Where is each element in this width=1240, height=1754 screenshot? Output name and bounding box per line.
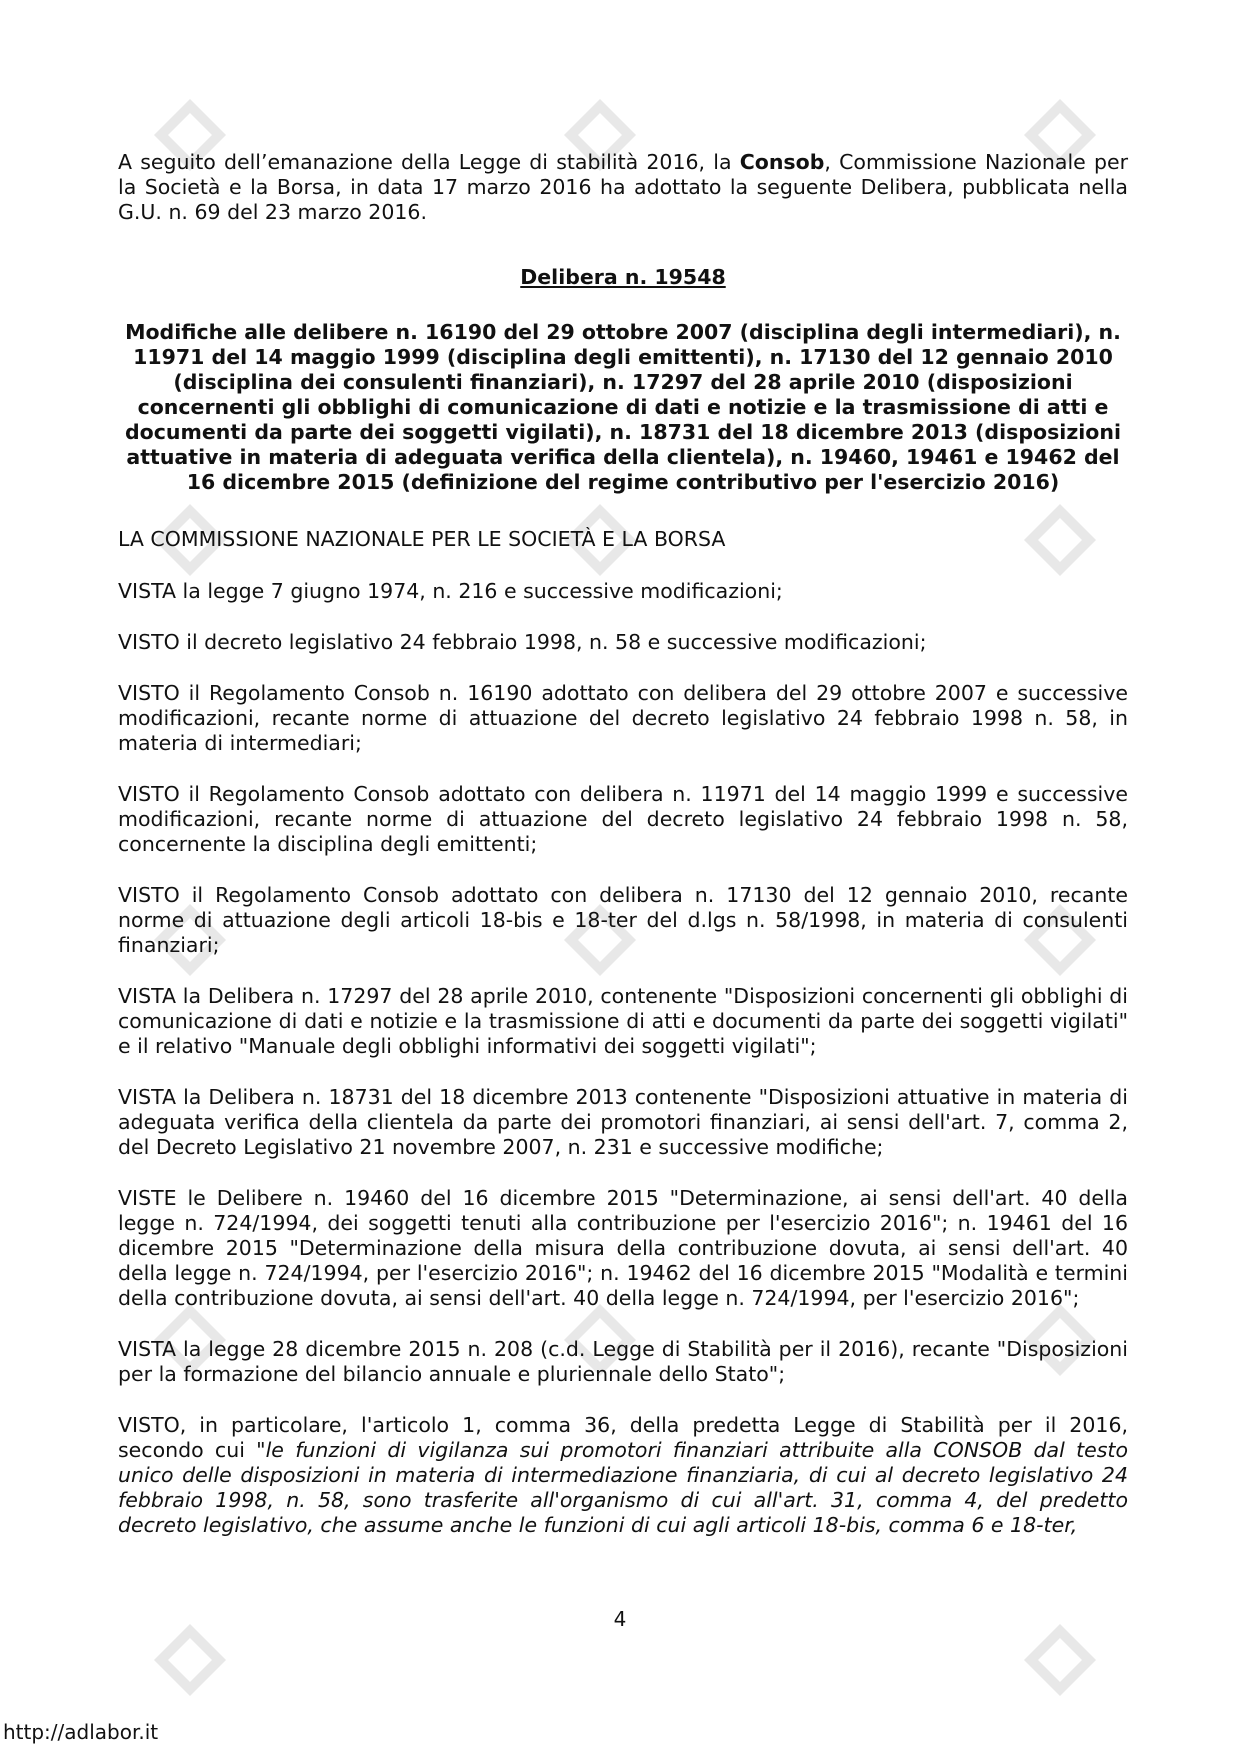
paragraph: VISTO il Regolamento Consob adottato con delibera n. 17130 del 12 gennaio 2010, recante norme di attuazione degli articoli 18-bis e 18-ter del d.lgs n. 58/1998, in materia di consulenti finanziari; [118, 883, 1128, 957]
intro-bold-text: Consob [739, 150, 825, 174]
intro-text-end: , Commissione Nazionale per la Società e la Borsa, in data 17 marzo 2016 ha adottato la seguente Delibera, pubblicata nella G.U. n. 69 del 23 marzo 2016. [118, 150, 1128, 224]
paragraph: VISTA la Delibera n. 18731 del 18 dicembre 2013 contenente "Disposizioni attuative in materia di adeguata verifica della clientela da parte dei promotori finanziari, ai sensi dell'art. 7, comma 2, del Decreto Legislativo 21 novembre 2007, n. 231 e successive modifiche; [118, 1085, 1128, 1159]
paragraph: VISTA la legge 7 giugno 1974, n. 216 e successive modificazioni; [118, 579, 783, 603]
watermark-icon [1020, 1620, 1100, 1700]
commission-heading: LA COMMISSIONE NAZIONALE PER LE SOCIETÀ E LA BORSA [118, 527, 726, 551]
paragraph: VISTA la legge 28 dicembre 2015 n. 208 (c.d. Legge di Stabilità per il 2016), recante "Disposizioni per la formazione del bilancio annuale e pluriennale dello Stato"; [118, 1337, 1128, 1386]
page-number: 4 [613, 1607, 627, 1631]
paragraph: VISTO il decreto legislativo 24 febbraio 1998, n. 58 e successive modificazioni; [118, 630, 927, 654]
paragraph: VISTE le Delibere n. 19460 del 16 dicembre 2015 "Determinazione, ai sensi dell'art. 40 della legge n. 724/1994, dei soggetti tenuti alla contribuzione per l'esercizio 2016"; n. 19461 del 16 dicembre 2015 "Determinazione della misura della contribuzione dovuta, ai sensi dell'art. 40 della legge n. 724/1994, per l'esercizio 2016"; n. 19462 del 16 dicembre 2015 "Modalità e termini della contribuzione dovuta, ai sensi dell'art. 40 della legge n. 724/1994, per l'esercizio 2016"; [118, 1186, 1128, 1310]
last-paragraph-quote: le funzioni di vigilanza sui promotori finanziari attribuite alla CONSOB dal testo unico delle disposizioni in materia di intermediazione finanziaria, di cui al decreto legislativo 24 febbraio 1998, n. 58, sono trasferite all'organismo di cui all'art. 31, comma 4, del predetto decreto legislativo, che assume anche le funzioni di cui agli articoli 18-bis, comma 6 e 18-ter, [118, 1438, 1128, 1537]
intro-paragraph [118, 150, 1128, 225]
watermark-icon [150, 1620, 230, 1700]
document-title: Delibera n. 19548 [520, 265, 726, 289]
paragraph: VISTA la Delibera n. 17297 del 28 aprile 2010, contenente "Disposizioni concernenti gli obblighi di comunicazione di dati e notizie e la trasmissione di atti e documenti da parte dei soggetti vigilati" e il relativo "Manuale degli obblighi informativi dei soggetti vigilati"; [118, 984, 1128, 1058]
last-paragraph-text: VISTO, in particolare, l'articolo 1, comma 36, della predetta Legge di Stabilità per il 2016, secondo cui " [118, 1413, 1128, 1462]
document-page [118, 150, 1128, 1564]
paragraph: VISTO il Regolamento Consob adottato con delibera n. 11971 del 14 maggio 1999 e successive modificazioni, recante norme di attuazione del decreto legislativo 24 febbraio 1998 n. 58, concernente la disciplina degli emittenti; [118, 782, 1128, 856]
footer-url[interactable]: http://adlabor.it [3, 1720, 159, 1744]
last-paragraph [118, 1413, 1128, 1538]
intro-text: A seguito dell’emanazione della Legge di stabilità 2016, la [118, 150, 740, 174]
paragraph: VISTO il Regolamento Consob n. 16190 adottato con delibera del 29 ottobre 2007 e successive modificazioni, recante norme di attuazione del decreto legislativo 24 febbraio 1998 n. 58, in materia di intermediari; [118, 681, 1128, 755]
document-subtitle: Modifiche alle delibere n. 16190 del 29 ottobre 2007 (disciplina degli intermediari), n. 11971 del 14 maggio 1999 (disciplina degli emittenti), n. 17130 del 12 gennaio 2010 (disciplina dei consulenti finanziari), n. 17297 del 28 aprile 2010 (disposizioni concernenti gli obblighi di comunicazione di dati e notizie e la trasmissione di atti e documenti da parte dei soggetti vigilati), n. 18731 del 18 dicembre 2013 (disposizioni attuative in materia di adeguata verifica della clientela), n. 19460, 19461 e 19462 del 16 dicembre 2015 (definizione del regime contributivo per l'esercizio 2016) [125, 320, 1121, 494]
